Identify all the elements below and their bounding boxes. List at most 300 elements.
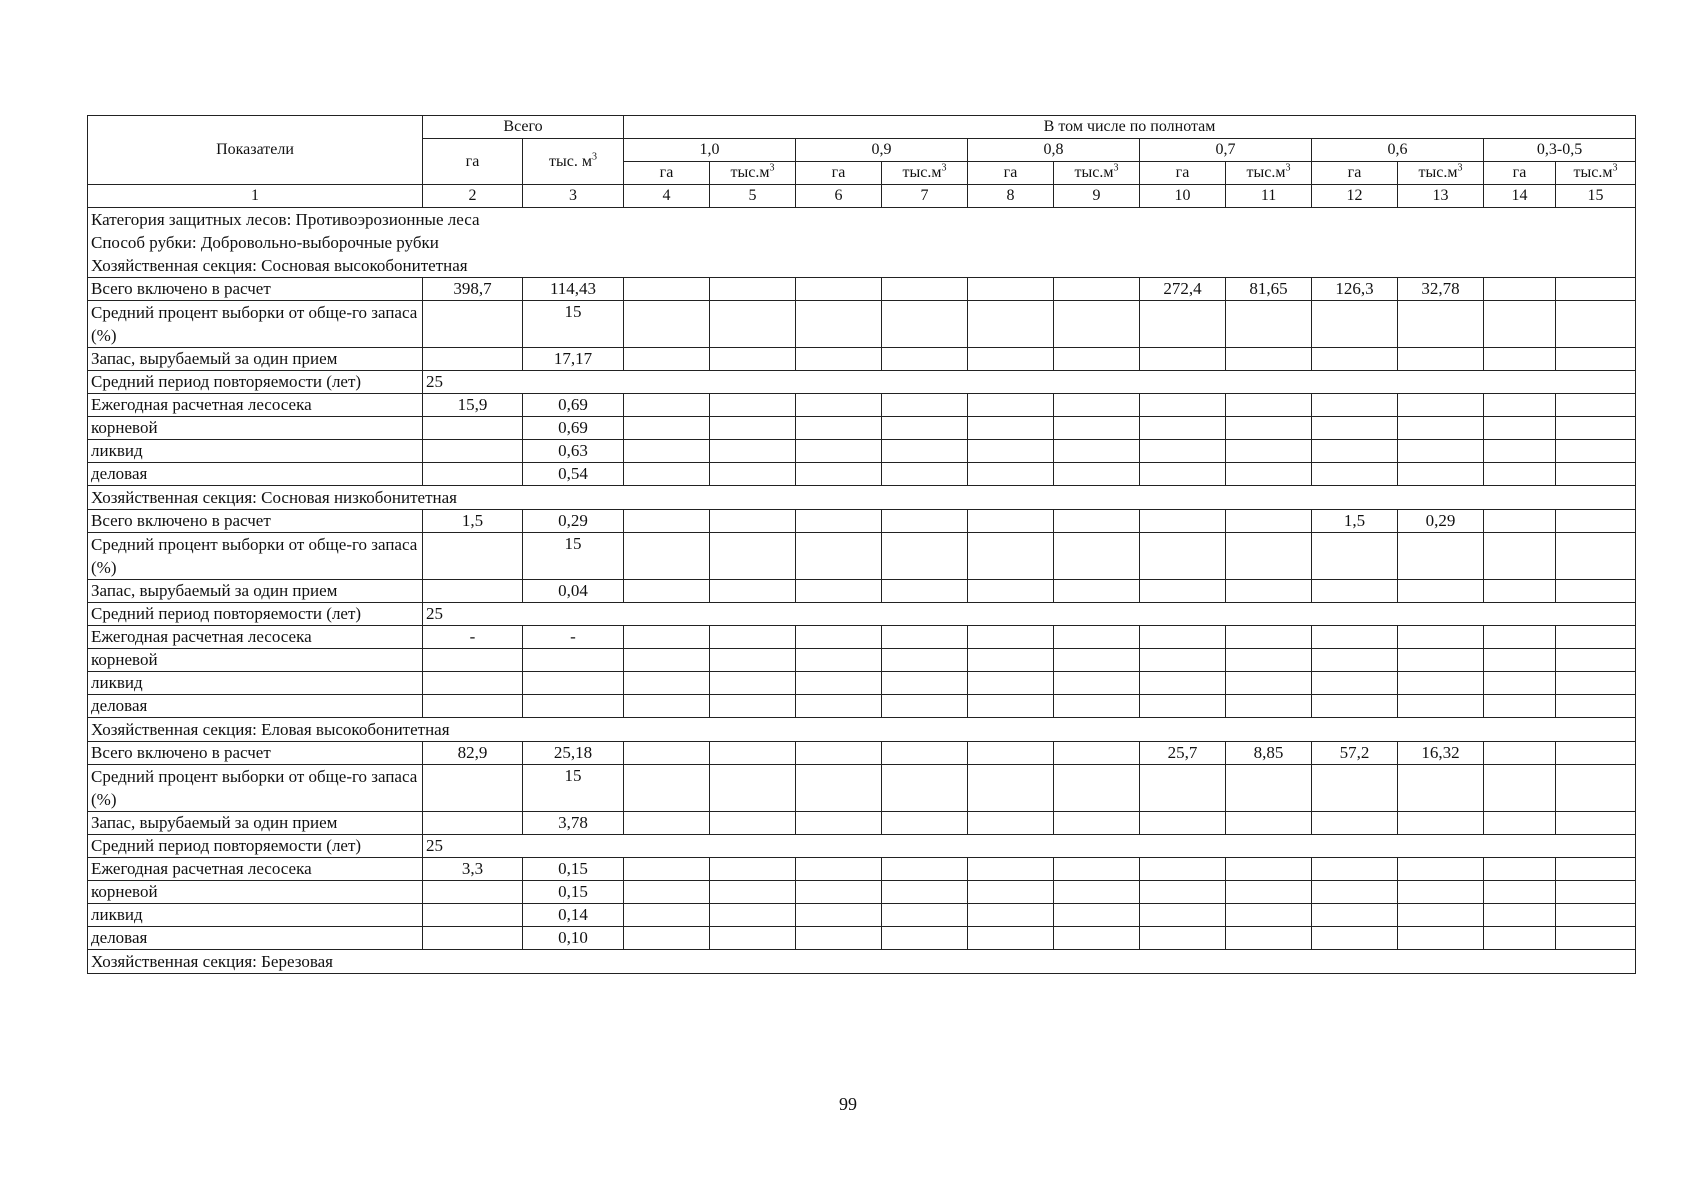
total-volume: 0,69 <box>523 417 624 440</box>
table-row <box>88 812 1636 835</box>
density-volume <box>1398 301 1484 348</box>
density-volume <box>1226 301 1312 348</box>
density-volume <box>1226 881 1312 904</box>
density-ha <box>968 765 1054 812</box>
density-ha <box>1140 695 1226 718</box>
density-volume <box>1556 881 1636 904</box>
density-ha <box>1484 695 1556 718</box>
total-ha <box>423 881 523 904</box>
total-ha <box>423 533 523 580</box>
density-ha <box>968 510 1054 533</box>
density-ha <box>1312 881 1398 904</box>
density-volume <box>882 765 968 812</box>
header-total-ha: га <box>423 139 523 185</box>
row-label: Запас, вырубаемый за один прием <box>88 812 423 835</box>
density-ha <box>1140 348 1226 371</box>
density-volume <box>1226 695 1312 718</box>
density-volume <box>1054 301 1140 348</box>
section-heading-row <box>88 718 1636 742</box>
density-ha <box>968 695 1054 718</box>
density-ha <box>1140 765 1226 812</box>
table-row <box>88 301 1636 348</box>
header-unit-volume <box>1054 162 1140 185</box>
table-row <box>88 580 1636 603</box>
density-ha <box>796 765 882 812</box>
density-volume <box>1226 394 1312 417</box>
density-ha <box>1312 417 1398 440</box>
total-ha: 15,9 <box>423 394 523 417</box>
density-volume <box>1054 417 1140 440</box>
density-ha <box>624 695 710 718</box>
table-row <box>88 927 1636 950</box>
total-ha <box>423 695 523 718</box>
unit-superscript: 3 <box>1113 162 1119 174</box>
density-volume <box>1054 927 1140 950</box>
total-volume: - <box>523 626 624 649</box>
table-row <box>88 649 1636 672</box>
density-ha <box>1312 695 1398 718</box>
table-row <box>88 742 1636 765</box>
density-volume <box>710 812 796 835</box>
density-ha <box>1140 649 1226 672</box>
density-volume <box>882 348 968 371</box>
unit-superscript: 3 <box>769 162 775 174</box>
density-ha <box>1484 463 1556 486</box>
density-volume <box>1226 672 1312 695</box>
density-ha <box>1140 510 1226 533</box>
row-label: корневой <box>88 649 423 672</box>
density-ha: 25,7 <box>1140 742 1226 765</box>
header-total: Всего <box>423 116 624 139</box>
total-volume: 0,69 <box>523 394 624 417</box>
density-volume <box>710 742 796 765</box>
density-volume <box>882 417 968 440</box>
table-row <box>88 417 1636 440</box>
density-ha <box>968 626 1054 649</box>
density-ha <box>1484 858 1556 881</box>
density-volume <box>1556 510 1636 533</box>
period-value: 25 <box>423 835 1636 858</box>
density-volume <box>1398 440 1484 463</box>
density-volume <box>1398 580 1484 603</box>
density-volume <box>882 510 968 533</box>
density-volume: 8,85 <box>1226 742 1312 765</box>
density-ha <box>1484 742 1556 765</box>
density-ha <box>968 927 1054 950</box>
density-ha <box>1140 812 1226 835</box>
density-ha <box>796 881 882 904</box>
density-ha <box>1484 278 1556 301</box>
density-volume <box>1556 580 1636 603</box>
density-ha <box>796 510 882 533</box>
table-row <box>88 603 1636 626</box>
density-ha <box>1140 672 1226 695</box>
density-volume <box>882 672 968 695</box>
density-ha <box>796 927 882 950</box>
row-label: Всего включено в расчет <box>88 742 423 765</box>
total-volume: 15 <box>523 765 624 812</box>
density-ha <box>796 672 882 695</box>
row-label: ликвид <box>88 440 423 463</box>
density-volume <box>1556 348 1636 371</box>
density-ha <box>796 533 882 580</box>
density-volume <box>1054 278 1140 301</box>
density-ha <box>1312 301 1398 348</box>
density-volume <box>882 394 968 417</box>
density-ha <box>624 394 710 417</box>
density-volume <box>1054 394 1140 417</box>
density-ha <box>624 812 710 835</box>
period-value: 25 <box>423 603 1636 626</box>
density-ha <box>968 394 1054 417</box>
density-ha <box>1312 927 1398 950</box>
density-ha <box>624 881 710 904</box>
total-ha <box>423 904 523 927</box>
density-volume <box>882 927 968 950</box>
density-ha <box>968 672 1054 695</box>
header-density-6: 0,3-0,5 <box>1484 139 1636 162</box>
unit-volume-text: тыс.м <box>1573 164 1613 181</box>
density-volume <box>710 394 796 417</box>
density-ha <box>624 278 710 301</box>
header-density-3: 0,8 <box>968 139 1140 162</box>
unit-volume-text: тыс.м <box>730 164 770 181</box>
density-volume <box>1054 649 1140 672</box>
header-unit-volume <box>1556 162 1636 185</box>
density-volume <box>1398 765 1484 812</box>
density-ha <box>796 580 882 603</box>
total-volume: 0,10 <box>523 927 624 950</box>
total-ha <box>423 440 523 463</box>
row-label: деловая <box>88 463 423 486</box>
density-ha <box>796 904 882 927</box>
density-volume <box>1054 440 1140 463</box>
unit-superscript: 3 <box>1612 162 1618 174</box>
density-ha <box>1484 580 1556 603</box>
density-ha <box>624 904 710 927</box>
total-ha <box>423 417 523 440</box>
density-ha <box>624 417 710 440</box>
column-number: 1 <box>88 185 423 208</box>
row-label: Средний процент выборки от обще-го запаса (%) <box>88 765 423 812</box>
density-volume <box>1054 881 1140 904</box>
density-ha <box>796 394 882 417</box>
header-by-density: В том числе по полнотам <box>624 116 1636 139</box>
density-ha <box>1484 394 1556 417</box>
row-label: Средний период повторяемости (лет) <box>88 603 423 626</box>
column-number: 8 <box>968 185 1054 208</box>
density-volume <box>1054 510 1140 533</box>
density-ha <box>796 626 882 649</box>
column-number: 12 <box>1312 185 1398 208</box>
forest-calculation-table <box>87 115 1636 974</box>
density-ha <box>624 672 710 695</box>
density-volume <box>882 904 968 927</box>
density-ha <box>968 301 1054 348</box>
density-ha <box>1140 580 1226 603</box>
density-volume <box>882 812 968 835</box>
total-ha <box>423 649 523 672</box>
density-ha <box>624 440 710 463</box>
density-ha <box>1140 301 1226 348</box>
total-ha <box>423 672 523 695</box>
density-ha <box>1484 417 1556 440</box>
density-ha <box>1140 463 1226 486</box>
row-label: Ежегодная расчетная лесосека <box>88 858 423 881</box>
section-heading: Хозяйственная секция: Еловая высокобонитетная <box>88 718 1636 742</box>
density-ha <box>1312 649 1398 672</box>
row-label: Средний процент выборки от обще-го запаса (%) <box>88 301 423 348</box>
density-ha <box>1140 394 1226 417</box>
density-ha <box>968 440 1054 463</box>
density-volume <box>882 301 968 348</box>
total-volume: 3,78 <box>523 812 624 835</box>
density-volume <box>710 533 796 580</box>
header-density-4: 0,7 <box>1140 139 1312 162</box>
density-ha <box>796 695 882 718</box>
density-volume <box>1398 348 1484 371</box>
density-ha <box>1312 463 1398 486</box>
density-volume <box>882 533 968 580</box>
density-ha <box>624 626 710 649</box>
density-volume <box>1226 904 1312 927</box>
row-label: Всего включено в расчет <box>88 510 423 533</box>
density-ha <box>1484 881 1556 904</box>
density-volume <box>1398 881 1484 904</box>
density-volume <box>882 626 968 649</box>
header-unit-ha: га <box>796 162 882 185</box>
density-ha <box>624 348 710 371</box>
column-number-row <box>88 185 1636 208</box>
density-ha <box>796 649 882 672</box>
unit-volume-text: тыс.м <box>1418 164 1458 181</box>
density-ha <box>968 649 1054 672</box>
section-heading-row <box>88 208 1636 278</box>
header-unit-ha: га <box>968 162 1054 185</box>
header-unit-volume <box>1226 162 1312 185</box>
density-volume <box>1398 812 1484 835</box>
table-row <box>88 533 1636 580</box>
density-volume <box>1054 858 1140 881</box>
table-row <box>88 904 1636 927</box>
density-volume <box>1054 742 1140 765</box>
density-volume <box>882 858 968 881</box>
density-volume <box>1556 765 1636 812</box>
density-ha <box>1312 580 1398 603</box>
density-ha <box>624 510 710 533</box>
row-label: ликвид <box>88 904 423 927</box>
density-volume <box>1226 812 1312 835</box>
density-volume <box>1398 858 1484 881</box>
density-volume <box>882 463 968 486</box>
total-volume: 0,29 <box>523 510 624 533</box>
row-label: Средний период повторяемости (лет) <box>88 371 423 394</box>
density-volume <box>1054 626 1140 649</box>
density-volume <box>1226 626 1312 649</box>
table-row <box>88 672 1636 695</box>
section-heading-row <box>88 950 1636 974</box>
density-volume <box>882 278 968 301</box>
table-row <box>88 394 1636 417</box>
density-volume <box>710 301 796 348</box>
density-volume <box>1556 672 1636 695</box>
total-volume: 15 <box>523 301 624 348</box>
density-ha <box>1140 927 1226 950</box>
density-volume: 81,65 <box>1226 278 1312 301</box>
density-ha: 126,3 <box>1312 278 1398 301</box>
density-volume <box>710 649 796 672</box>
density-volume <box>1054 580 1140 603</box>
header-total-volume: тыс. $м^3$ <box>523 139 624 185</box>
total-volume: 0,15 <box>523 881 624 904</box>
density-ha <box>1140 881 1226 904</box>
table-row <box>88 695 1636 718</box>
total-ha: 82,9 <box>423 742 523 765</box>
density-volume <box>1556 440 1636 463</box>
density-ha <box>624 927 710 950</box>
density-volume <box>1398 394 1484 417</box>
row-label: ликвид <box>88 672 423 695</box>
table-header <box>88 116 1636 208</box>
density-ha <box>1484 672 1556 695</box>
density-volume <box>1556 812 1636 835</box>
header-density-1: 1,0 <box>624 139 796 162</box>
density-ha <box>624 463 710 486</box>
density-volume <box>1226 463 1312 486</box>
density-ha <box>1312 348 1398 371</box>
density-ha <box>624 858 710 881</box>
density-volume <box>1398 417 1484 440</box>
density-ha <box>796 440 882 463</box>
density-ha <box>1484 927 1556 950</box>
density-ha <box>796 301 882 348</box>
density-ha <box>624 649 710 672</box>
density-ha <box>796 742 882 765</box>
row-label: Запас, вырубаемый за один прием <box>88 348 423 371</box>
density-volume: 32,78 <box>1398 278 1484 301</box>
density-volume <box>1556 649 1636 672</box>
density-volume: 16,32 <box>1398 742 1484 765</box>
density-volume <box>1556 626 1636 649</box>
column-number: 2 <box>423 185 523 208</box>
density-volume <box>1398 904 1484 927</box>
density-volume <box>710 695 796 718</box>
row-label: деловая <box>88 927 423 950</box>
density-ha <box>1312 672 1398 695</box>
density-volume <box>882 649 968 672</box>
column-number: 4 <box>624 185 710 208</box>
density-volume <box>1226 858 1312 881</box>
density-ha: 57,2 <box>1312 742 1398 765</box>
total-ha <box>423 927 523 950</box>
density-volume <box>1556 394 1636 417</box>
unit-volume-text: тыс.м <box>902 164 942 181</box>
column-number: 7 <box>882 185 968 208</box>
density-ha <box>1484 626 1556 649</box>
table-body <box>88 208 1636 974</box>
header-unit-ha: га <box>1140 162 1226 185</box>
density-volume <box>710 440 796 463</box>
density-ha <box>1484 510 1556 533</box>
total-volume <box>523 649 624 672</box>
table-row <box>88 835 1636 858</box>
density-ha: 1,5 <box>1312 510 1398 533</box>
density-volume <box>710 510 796 533</box>
density-ha <box>1484 765 1556 812</box>
unit-volume-text: тыс.м <box>1074 164 1114 181</box>
total-volume: 0,14 <box>523 904 624 927</box>
density-volume <box>710 765 796 812</box>
unit-superscript: 3 <box>941 162 947 174</box>
density-volume <box>1054 765 1140 812</box>
density-volume <box>710 858 796 881</box>
table-row <box>88 371 1636 394</box>
row-label: Средний процент выборки от обще-го запаса (%) <box>88 533 423 580</box>
density-volume <box>882 742 968 765</box>
total-volume: 0,63 <box>523 440 624 463</box>
density-volume <box>1398 927 1484 950</box>
density-volume <box>1556 927 1636 950</box>
unit-volume-text: тыс.м <box>1246 164 1286 181</box>
density-volume <box>1556 533 1636 580</box>
density-volume <box>710 278 796 301</box>
total-ha <box>423 580 523 603</box>
row-label: Средний период повторяемости (лет) <box>88 835 423 858</box>
density-volume <box>710 881 796 904</box>
density-ha: 272,4 <box>1140 278 1226 301</box>
density-volume <box>1556 417 1636 440</box>
density-volume <box>1226 580 1312 603</box>
density-volume <box>882 580 968 603</box>
total-volume: 17,17 <box>523 348 624 371</box>
row-label: Ежегодная расчетная лесосека <box>88 394 423 417</box>
density-volume <box>1398 672 1484 695</box>
page-number: 99 <box>839 1094 857 1114</box>
row-label: деловая <box>88 695 423 718</box>
density-volume <box>1226 533 1312 580</box>
density-volume <box>882 695 968 718</box>
column-number: 14 <box>1484 185 1556 208</box>
density-ha <box>1312 812 1398 835</box>
total-ha <box>423 812 523 835</box>
header-indicators: Показатели <box>88 116 423 185</box>
density-volume <box>882 881 968 904</box>
density-ha <box>1484 533 1556 580</box>
density-volume <box>710 580 796 603</box>
row-label: Ежегодная расчетная лесосека <box>88 626 423 649</box>
density-volume <box>1226 765 1312 812</box>
density-ha <box>968 881 1054 904</box>
density-ha <box>1140 440 1226 463</box>
density-volume <box>710 417 796 440</box>
header-unit-ha: га <box>1484 162 1556 185</box>
unit-superscript: 3 <box>1457 162 1463 174</box>
density-volume <box>1556 463 1636 486</box>
total-ha <box>423 301 523 348</box>
density-volume <box>710 348 796 371</box>
density-volume <box>710 904 796 927</box>
table-row <box>88 440 1636 463</box>
density-volume <box>1556 904 1636 927</box>
density-ha <box>1312 440 1398 463</box>
total-volume <box>523 672 624 695</box>
header-unit-volume <box>1398 162 1484 185</box>
total-ha: 1,5 <box>423 510 523 533</box>
total-ha <box>423 348 523 371</box>
density-ha <box>624 765 710 812</box>
table-row <box>88 463 1636 486</box>
density-volume <box>1226 927 1312 950</box>
